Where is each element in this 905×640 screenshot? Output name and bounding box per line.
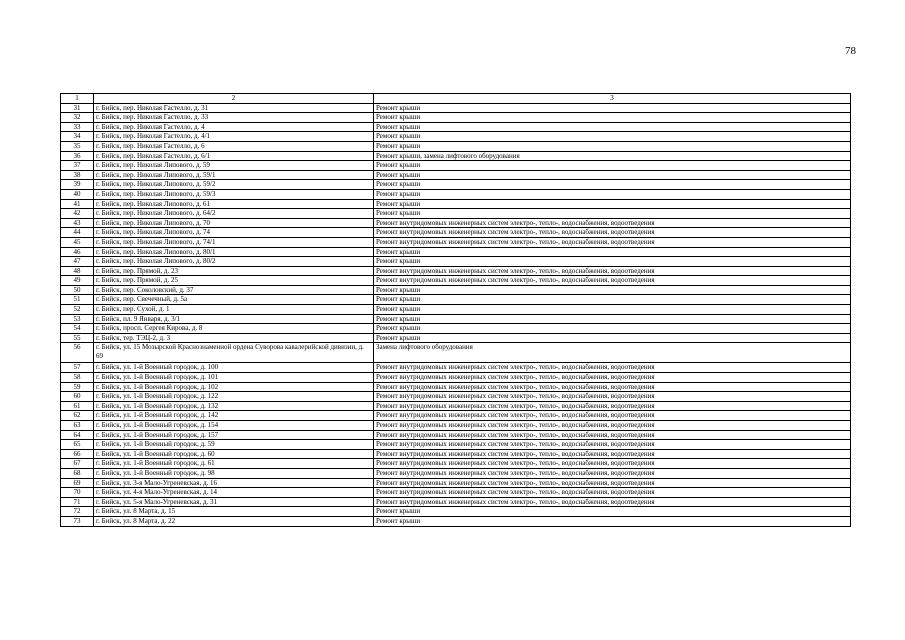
work-type-cell: Ремонт внутридомовых инженерных систем электро-, тепло-, водоснабжения, водоотведения (374, 392, 851, 402)
page-number: 78 (845, 45, 856, 57)
address-cell: г. Бийск, ул. 5-я Мало-Угреневская, д. 31 (94, 497, 374, 507)
row-number-cell: 43 (61, 218, 94, 228)
work-type-cell: Ремонт внутридомовых инженерных систем электро-, тепло-, водоснабжения, водоотведения (374, 459, 851, 469)
address-cell: г. Бийск, пер. Николая Гастелло, д. 33 (94, 113, 374, 123)
table-row (61, 382, 851, 392)
row-number-cell: 42 (61, 209, 94, 219)
table-header-row (61, 94, 851, 104)
address-cell: г. Бийск, ул. 15 Мозырской Краснознаменной ордена Суворова кавалерийской дивизии, д. 69 (94, 343, 374, 363)
row-number-cell: 41 (61, 199, 94, 209)
row-number-cell: 61 (61, 401, 94, 411)
row-number-cell: 35 (61, 141, 94, 151)
table-row (61, 516, 851, 526)
address-cell: г. Бийск, ул. 1-й Военный городок, д. 157 (94, 430, 374, 440)
row-number-cell: 67 (61, 459, 94, 469)
work-type-cell: Замена лифтового оборудования (374, 343, 851, 363)
table-row (61, 189, 851, 199)
table-row (61, 247, 851, 257)
table-row (61, 218, 851, 228)
work-type-cell: Ремонт крыши (374, 257, 851, 267)
row-number-cell: 68 (61, 468, 94, 478)
work-type-cell: Ремонт внутридомовых инженерных систем электро-, тепло-, водоснабжения, водоотведения (374, 440, 851, 450)
table-row (61, 141, 851, 151)
row-number-cell: 48 (61, 266, 94, 276)
row-number-cell: 66 (61, 449, 94, 459)
table-row (61, 497, 851, 507)
work-type-cell: Ремонт внутридомовых инженерных систем электро-, тепло-, водоснабжения, водоотведения (374, 382, 851, 392)
address-cell: г. Бийск, ул. 1-й Военный городок, д. 61 (94, 459, 374, 469)
table-row (61, 228, 851, 238)
work-type-cell: Ремонт внутридомовых инженерных систем электро-, тепло-, водоснабжения, водоотведения (374, 421, 851, 431)
address-cell: г. Бийск, ул. 1-й Военный городок, д. 59 (94, 440, 374, 450)
address-cell: г. Бийск, пер. Николая Липового, д. 64/2 (94, 209, 374, 219)
row-number-cell: 70 (61, 488, 94, 498)
row-number-cell: 60 (61, 392, 94, 402)
address-cell: г. Бийск, пер. Николая Липового, д. 80/1 (94, 247, 374, 257)
row-number-cell: 72 (61, 507, 94, 517)
address-cell: г. Бийск, пер. Прямой, д. 23 (94, 266, 374, 276)
address-cell: г. Бийск, пер. Николая Липового, д. 74/1 (94, 237, 374, 247)
work-type-cell: Ремонт крыши (374, 209, 851, 219)
row-number-cell: 57 (61, 363, 94, 373)
table-row (61, 401, 851, 411)
table-row (61, 411, 851, 421)
address-cell: г. Бийск, ул. 1-й Военный городок, д. 100 (94, 363, 374, 373)
work-type-cell: Ремонт крыши (374, 103, 851, 113)
table-row (61, 333, 851, 343)
work-type-cell: Ремонт крыши (374, 247, 851, 257)
table-row (61, 459, 851, 469)
row-number-cell: 64 (61, 430, 94, 440)
row-number-cell: 32 (61, 113, 94, 123)
table-row (61, 373, 851, 383)
work-type-cell: Ремонт крыши (374, 122, 851, 132)
row-number-cell: 71 (61, 497, 94, 507)
address-cell: г. Бийск, ул. 1-й Военный городок, д. 101 (94, 373, 374, 383)
address-cell: г. Бийск, пер. Соколовский, д. 37 (94, 285, 374, 295)
row-number-cell: 44 (61, 228, 94, 238)
table-row (61, 132, 851, 142)
table-row (61, 488, 851, 498)
row-number-cell: 49 (61, 276, 94, 286)
work-type-cell: Ремонт внутридомовых инженерных систем электро-, тепло-, водоснабжения, водоотведения (374, 237, 851, 247)
row-number-cell: 40 (61, 189, 94, 199)
address-cell: г. Бийск, пер. Николая Липового, д. 70 (94, 218, 374, 228)
table-row (61, 170, 851, 180)
work-type-cell: Ремонт внутридомовых инженерных систем электро-, тепло-, водоснабжения, водоотведения (374, 468, 851, 478)
address-cell: г. Бийск, ул. 8 Марта, д. 15 (94, 507, 374, 517)
address-cell: г. Бийск, пл. 9 Января, д. 3/1 (94, 314, 374, 324)
table-row (61, 363, 851, 373)
row-number-cell: 53 (61, 314, 94, 324)
work-type-cell: Ремонт внутридомовых инженерных систем электро-, тепло-, водоснабжения, водоотведения (374, 218, 851, 228)
row-number-cell: 33 (61, 122, 94, 132)
address-cell: г. Бийск, ул. 4-я Мало-Угреневская, д. 14 (94, 488, 374, 498)
work-type-cell: Ремонт крыши (374, 180, 851, 190)
row-number-cell: 62 (61, 411, 94, 421)
table-row (61, 392, 851, 402)
row-number-cell: 54 (61, 324, 94, 334)
work-type-cell: Ремонт крыши, замена лифтового оборудования (374, 151, 851, 161)
work-type-cell: Ремонт внутридомовых инженерных систем электро-, тепло-, водоснабжения, водоотведения (374, 488, 851, 498)
work-type-cell: Ремонт крыши (374, 113, 851, 123)
header-cell-2: 2 (94, 94, 374, 104)
row-number-cell: 45 (61, 237, 94, 247)
row-number-cell: 37 (61, 161, 94, 171)
work-type-cell: Ремонт внутридомовых инженерных систем электро-, тепло-, водоснабжения, водоотведения (374, 497, 851, 507)
work-type-cell: Ремонт внутридомовых инженерных систем электро-, тепло-, водоснабжения, водоотведения (374, 228, 851, 238)
table-row (61, 305, 851, 315)
header-cell-3: 3 (374, 94, 851, 104)
address-cell: г. Бийск, пер. Николая Липового, д. 80/2 (94, 257, 374, 267)
address-cell: г. Бийск, просп. Сергея Кирова, д. 8 (94, 324, 374, 334)
row-number-cell: 46 (61, 247, 94, 257)
row-number-cell: 59 (61, 382, 94, 392)
table-row (61, 151, 851, 161)
table-row (61, 266, 851, 276)
work-type-cell: Ремонт крыши (374, 285, 851, 295)
address-cell: г. Бийск, пер. Николая Липового, д. 59/1 (94, 170, 374, 180)
work-type-cell: Ремонт внутридомовых инженерных систем электро-, тепло-, водоснабжения, водоотведения (374, 411, 851, 421)
work-list-table (60, 93, 851, 527)
address-cell: г. Бийск, пер. Николая Липового, д. 59 (94, 161, 374, 171)
row-number-cell: 58 (61, 373, 94, 383)
table-row (61, 122, 851, 132)
address-cell: г. Бийск, ул. 1-й Военный городок, д. 132 (94, 401, 374, 411)
table-row (61, 440, 851, 450)
work-type-cell: Ремонт внутридомовых инженерных систем электро-, тепло-, водоснабжения, водоотведения (374, 266, 851, 276)
table-row (61, 430, 851, 440)
table-row (61, 343, 851, 363)
work-type-cell: Ремонт внутридомовых инженерных систем электро-, тепло-, водоснабжения, водоотведения (374, 401, 851, 411)
address-cell: г. Бийск, пер. Николая Гастелло, д. 4/1 (94, 132, 374, 142)
row-number-cell: 34 (61, 132, 94, 142)
address-cell: г. Бийск, ул. 8 Марта, д. 22 (94, 516, 374, 526)
row-number-cell: 39 (61, 180, 94, 190)
row-number-cell: 63 (61, 421, 94, 431)
table-row (61, 257, 851, 267)
table-row (61, 507, 851, 517)
row-number-cell: 51 (61, 295, 94, 305)
work-type-cell: Ремонт крыши (374, 161, 851, 171)
address-cell: г. Бийск, пер. Николая Липового, д. 74 (94, 228, 374, 238)
row-number-cell: 55 (61, 333, 94, 343)
address-cell: г. Бийск, пер. Николая Липового, д. 59/2 (94, 180, 374, 190)
work-type-cell: Ремонт внутридомовых инженерных систем электро-, тепло-, водоснабжения, водоотведения (374, 373, 851, 383)
header-cell-1: 1 (61, 94, 94, 104)
row-number-cell: 47 (61, 257, 94, 267)
work-type-cell: Ремонт крыши (374, 507, 851, 517)
address-cell: г. Бийск, пер. Николая Гастелло, д. 4 (94, 122, 374, 132)
address-cell: г. Бийск, пер. Николая Гастелло, д. 6/1 (94, 151, 374, 161)
table-row (61, 113, 851, 123)
table-row (61, 449, 851, 459)
address-cell: г. Бийск, ул. 1-й Военный городок, д. 142 (94, 411, 374, 421)
work-type-cell: Ремонт внутридомовых инженерных систем электро-, тепло-, водоснабжения, водоотведения (374, 276, 851, 286)
table-row (61, 478, 851, 488)
address-cell: г. Бийск, ул. 1-й Военный городок, д. 98 (94, 468, 374, 478)
table-row (61, 199, 851, 209)
address-cell: г. Бийск, пер. Прямой, д. 25 (94, 276, 374, 286)
work-type-cell: Ремонт крыши (374, 189, 851, 199)
work-type-cell: Ремонт крыши (374, 333, 851, 343)
row-number-cell: 73 (61, 516, 94, 526)
work-type-cell: Ремонт крыши (374, 295, 851, 305)
address-cell: г. Бийск, ул. 1-й Военный городок, д. 122 (94, 392, 374, 402)
table-row (61, 295, 851, 305)
work-type-cell: Ремонт внутридомовых инженерных систем электро-, тепло-, водоснабжения, водоотведения (374, 449, 851, 459)
work-type-cell: Ремонт крыши (374, 516, 851, 526)
row-number-cell: 50 (61, 285, 94, 295)
table-row (61, 468, 851, 478)
table-row (61, 314, 851, 324)
row-number-cell: 36 (61, 151, 94, 161)
table-row (61, 421, 851, 431)
row-number-cell: 31 (61, 103, 94, 113)
work-type-cell: Ремонт крыши (374, 324, 851, 334)
address-cell: г. Бийск, пер. Сухой, д. 1 (94, 305, 374, 315)
work-type-cell: Ремонт крыши (374, 141, 851, 151)
work-type-cell: Ремонт крыши (374, 170, 851, 180)
row-number-cell: 38 (61, 170, 94, 180)
address-cell: г. Бийск, ул. 1-й Военный городок, д. 60 (94, 449, 374, 459)
table-row (61, 209, 851, 219)
table-row (61, 180, 851, 190)
work-type-cell: Ремонт крыши (374, 314, 851, 324)
address-cell: г. Бийск, пер. Николая Липового, д. 59/3 (94, 189, 374, 199)
table-row (61, 324, 851, 334)
row-number-cell: 65 (61, 440, 94, 450)
address-cell: г. Бийск, пер. Николая Гастелло, д. 6 (94, 141, 374, 151)
work-type-cell: Ремонт внутридомовых инженерных систем электро-, тепло-, водоснабжения, водоотведения (374, 478, 851, 488)
row-number-cell: 56 (61, 343, 94, 363)
table-row (61, 237, 851, 247)
work-type-cell: Ремонт внутридомовых инженерных систем электро-, тепло-, водоснабжения, водоотведения (374, 430, 851, 440)
work-type-cell: Ремонт крыши (374, 199, 851, 209)
address-cell: г. Бийск, ул. 3-я Мало-Угреневская, д. 16 (94, 478, 374, 488)
work-type-cell: Ремонт внутридомовых инженерных систем электро-, тепло-, водоснабжения, водоотведения (374, 363, 851, 373)
table-row (61, 103, 851, 113)
address-cell: г. Бийск, тер. ТЭЦ-2, д. 3 (94, 333, 374, 343)
address-cell: г. Бийск, пер. Николая Гастелло, д. 31 (94, 103, 374, 113)
table-row (61, 276, 851, 286)
address-cell: г. Бийск, ул. 1-й Военный городок, д. 102 (94, 382, 374, 392)
work-type-cell: Ремонт крыши (374, 305, 851, 315)
row-number-cell: 69 (61, 478, 94, 488)
table-row (61, 285, 851, 295)
address-cell: г. Бийск, ул. 1-й Военный городок, д. 154 (94, 421, 374, 431)
address-cell: г. Бийск, пер. Николая Липового, д. 61 (94, 199, 374, 209)
work-type-cell: Ремонт крыши (374, 132, 851, 142)
row-number-cell: 52 (61, 305, 94, 315)
table-row (61, 161, 851, 171)
address-cell: г. Бийск, пер. Свечечный, д. 5а (94, 295, 374, 305)
